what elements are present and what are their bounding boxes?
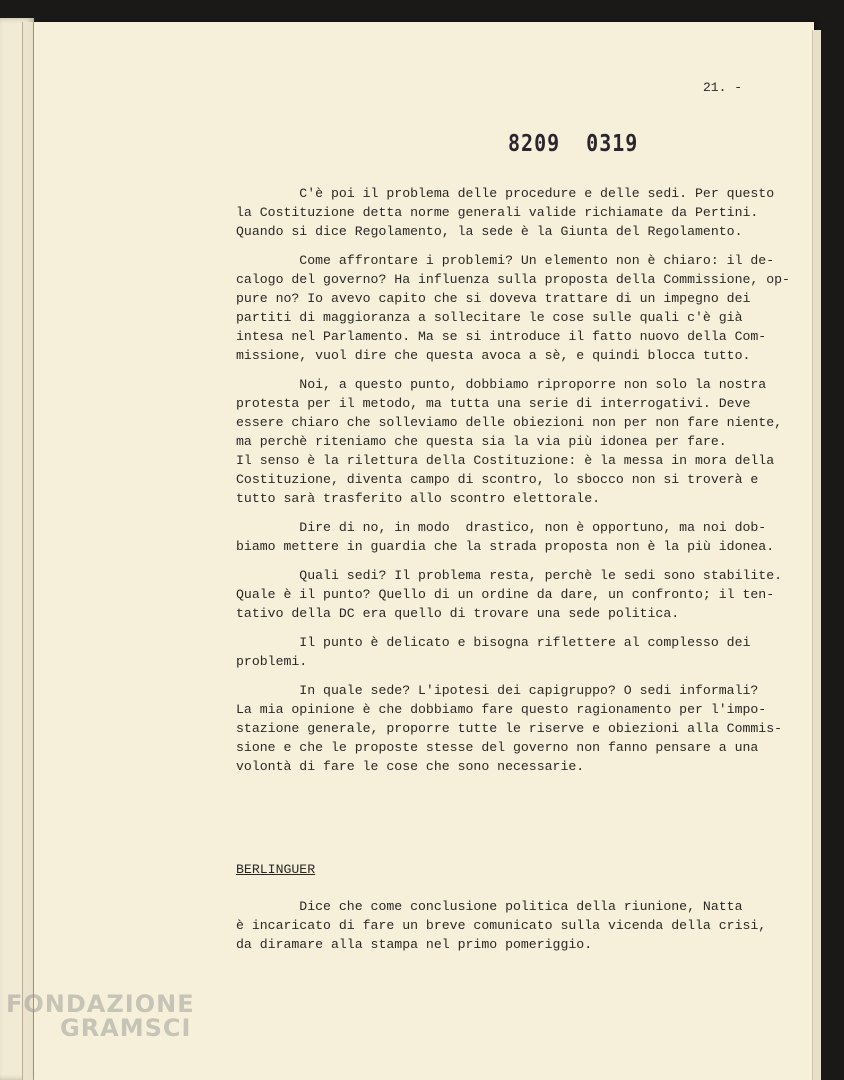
closing-text [236, 897, 776, 954]
text-line: tutto sarà trasferito allo scontro elettorale. [236, 491, 601, 506]
text-line: biamo mettere in guardia che la strada proposta non è la più idonea. [236, 539, 775, 554]
paragraph [236, 566, 783, 623]
text-line: intesa nel Parlamento. Ma se si introduce il fatto nuovo della Com- [236, 329, 767, 344]
stamp-number-1: 8209 [508, 129, 561, 157]
paragraph [236, 251, 790, 365]
text-line: Quando si dice Regolamento, la sede è la Giunta del Regolamento. [236, 224, 743, 239]
paragraph [236, 633, 776, 671]
page-right-edge [812, 30, 821, 1080]
text-line: In quale sede? L'ipotesi dei capigruppo? O sedi informali? [236, 683, 759, 698]
text-line: partiti di maggioranza a sollecitare le cose sulle quali c'è già [236, 310, 743, 325]
text-line: Come affrontare i problemi? Un elemento non è chiaro: il de- [236, 253, 775, 268]
text-line: C'è poi il problema delle procedure e delle sedi. Per questo [236, 186, 775, 201]
paragraph [236, 518, 776, 556]
text-line: pure no? Io avevo capito che si doveva trattare di un impegno dei [236, 291, 751, 306]
text-line: tativo della DC era quello di trovare una sede politica. [236, 606, 680, 621]
text-line: Dire di no, in modo drastico, non è opportuno, ma noi dob- [236, 520, 767, 535]
watermark [6, 992, 216, 1040]
text-line: Noi, a questo punto, dobbiamo riproporre non solo la nostra [236, 377, 767, 392]
text-line: la Costituzione detta norme generali valide richiamate da Pertini. [236, 205, 759, 220]
paragraph [236, 681, 783, 776]
text-line: Costituzione, diventa campo di scontro, lo sbocco non si troverà e [236, 472, 759, 487]
left-page-edge [22, 22, 34, 1080]
body-text [236, 184, 790, 786]
paragraph [236, 184, 776, 241]
text-line: stazione generale, proporre tutte le riserve e obiezioni alla Commis- [236, 721, 783, 736]
paragraph [236, 375, 783, 508]
text-line: La mia opinione è che dobbiamo fare questo ragionamento per l'impo- [236, 702, 767, 717]
watermark-line-1: FONDAZIONE [6, 990, 195, 1018]
text-line: Quale è il punto? Quello di un ordine da dare, un confronto; il ten- [236, 587, 775, 602]
text-line: volontà di fare le cose che sono necessarie. [236, 759, 585, 774]
text-line: missione, vuol dire che questa avoca a sè, e quindi blocca tutto. [236, 348, 751, 363]
page-number: 21. - [703, 80, 743, 95]
text-line: protesta per il metodo, ma tutta una serie di interrogativi. Deve [236, 396, 751, 411]
speaker-name: BERLINGUER [236, 862, 316, 877]
text-line: da diramare alla stampa nel primo pomeriggio. [236, 937, 593, 952]
text-line: ma perchè riteniamo che questa sia la via più idonea per fare. [236, 434, 727, 449]
text-line: calogo del governo? Ha influenza sulla proposta della Commissione, op- [236, 272, 790, 287]
archive-stamp [508, 129, 638, 157]
watermark-line-2: GRAMSCI [60, 1014, 192, 1042]
stamp-number-2: 0319 [586, 129, 639, 157]
text-line: è incaricato di fare un breve comunicato sulla vicenda della crisi, [236, 918, 767, 933]
text-line: Il senso è la rilettura della Costituzione: è la messa in mora della [236, 453, 775, 468]
text-line: Il punto è delicato e bisogna riflettere al complesso dei [236, 635, 751, 650]
text-line: Dice che come conclusione politica della riunione, Natta [236, 899, 743, 914]
text-line: sione e che le proposte stesse del governo non fanno pensare a una [236, 740, 759, 755]
text-line: problemi. [236, 654, 308, 669]
text-line: essere chiaro che solleviamo delle obiezioni non per non fare niente, [236, 415, 783, 430]
text-line: Quali sedi? Il problema resta, perchè le sedi sono stabilite. [236, 568, 783, 583]
